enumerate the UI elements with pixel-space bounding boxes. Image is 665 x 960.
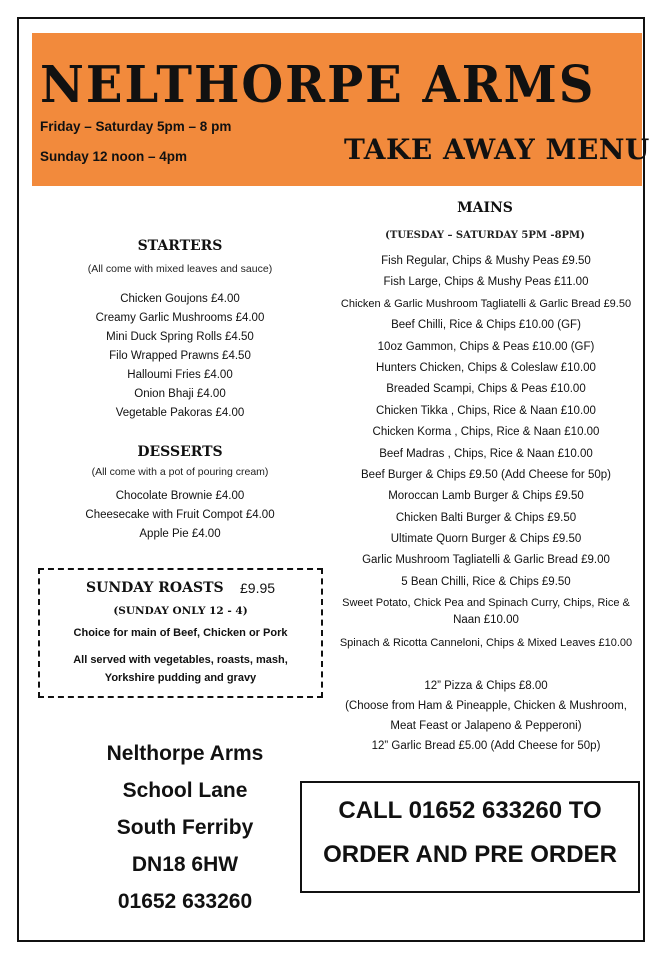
order-line: ORDER AND PRE ORDER [323,841,617,868]
list-item: Garlic Mushroom Tagliatelli & Garlic Bread £9.00 [362,554,610,567]
list-item: Chocolate Brownie £4.00 [115,490,245,502]
pizza-line: 12” Pizza & Chips £8.00 [424,680,548,692]
curry-line-1: Sweet Potato, Chick Pea and Spinach Curry, Chips, Rice & [342,597,630,610]
address-block [60,735,310,920]
call-line: CALL 01652 633260 TO [338,797,602,824]
opening-hours-weekend: Friday – Saturday 5pm – 8 pm [40,119,232,134]
header-banner [32,33,650,186]
menu-subtitle: TAKE AWAY MENU [344,133,650,166]
list-item: Breaded Scampi, Chips & Peas £10.00 [386,383,586,396]
sunday-roasts-times: (SUNDAY ONLY 12 - 4) [113,605,248,617]
pizza-options: (Choose from Ham & Pineapple, Chicken & Mushroom, [345,700,627,712]
mains-note: (TUESDAY – SATURDAY 5PM -8PM) [385,230,585,241]
list-item: Spinach & Ricotta Canneloni, Chips & Mixed Leaves £10.00 [339,637,633,650]
town: South Ferriby [116,816,254,839]
list-item: Fish Large, Chips & Mushy Peas £11.00 [383,276,589,289]
list-item: Halloumi Fries £4.00 [127,369,233,381]
sunday-roasts-title: SUNDAY ROASTS [86,580,224,596]
sunday-roasts-box [38,568,323,698]
starters-list [40,290,320,423]
list-item: Chicken & Garlic Mushroom Tagliatelli & Garlic Bread £9.50 [340,297,632,310]
list-item: Creamy Garlic Mushrooms £4.00 [95,312,265,324]
desserts-list [40,487,320,544]
list-item: Apple Pie £4.00 [139,528,221,540]
desserts-title: DESSERTS [137,444,223,460]
list-item: 10oz Gammon, Chips & Peas £10.00 (GF) [377,340,595,353]
mains-list [326,251,646,655]
list-item: Vegetable Pakoras £4.00 [115,407,245,419]
pizza-options-cont: Meat Feast or Jalapeno & Pepperoni) [390,720,582,732]
venue-name: Nelthorpe Arms [106,742,264,765]
street: School Lane [122,779,248,802]
sunday-roasts-served: All served with vegetables, roasts, mash, [73,654,288,666]
list-item: Beef Madras , Chips, Rice & Naan £10.00 [379,447,593,460]
desserts-note: (All come with a pot of pouring cream) [91,466,269,478]
list-item: Onion Bhaji £4.00 [134,388,226,400]
call-to-order-box [300,781,640,893]
list-item: Beef Chilli, Rice & Chips £10.00 (GF) [391,319,581,332]
list-item: Chicken Korma , Chips, Rice & Naan £10.00 [372,426,600,439]
sunday-roasts-served-cont: Yorkshire pudding and gravy [104,672,257,684]
starters-note: (All come with mixed leaves and sauce) [87,263,273,275]
list-item: Cheesecake with Fruit Compot £4.00 [85,509,275,521]
list-item: Chicken Tikka , Chips, Rice & Naan £10.00 [376,404,596,417]
page-title: NELTHORPE ARMS [40,55,596,115]
opening-hours-sunday: Sunday 12 noon – 4pm [40,149,188,164]
postcode: DN18 6HW [131,853,239,876]
starters-title: STARTERS [137,238,223,254]
list-item [326,593,646,633]
phone-number: 01652 633260 [117,890,253,913]
pizza-section [328,676,644,756]
list-item: Ultimate Quorn Burger & Chips £9.50 [390,533,582,546]
list-item: Hunters Chicken, Chips & Coleslaw £10.00 [376,361,596,374]
garlic-bread-line: 12” Garlic Bread £5.00 (Add Cheese for 50p) [371,740,601,752]
curry-line-2: Naan £10.00 [453,614,519,627]
list-item: 5 Bean Chilli, Rice & Chips £9.50 [401,575,571,588]
list-item: Chicken Balti Burger & Chips £9.50 [395,511,577,524]
list-item: Moroccan Lamb Burger & Chips £9.50 [388,490,584,503]
list-item: Chicken Goujons £4.00 [120,293,240,305]
mains-title: MAINS [457,200,513,216]
list-item: Beef Burger & Chips £9.50 (Add Cheese for 50p) [361,468,611,481]
list-item: Fish Regular, Chips & Mushy Peas £9.50 [381,255,591,267]
sunday-roasts-price: £9.95 [240,580,276,596]
sunday-roasts-choice: Choice for main of Beef, Chicken or Pork [73,627,288,639]
list-item: Mini Duck Spring Rolls £4.50 [106,331,254,343]
list-item: Filo Wrapped Prawns £4.50 [109,350,251,362]
